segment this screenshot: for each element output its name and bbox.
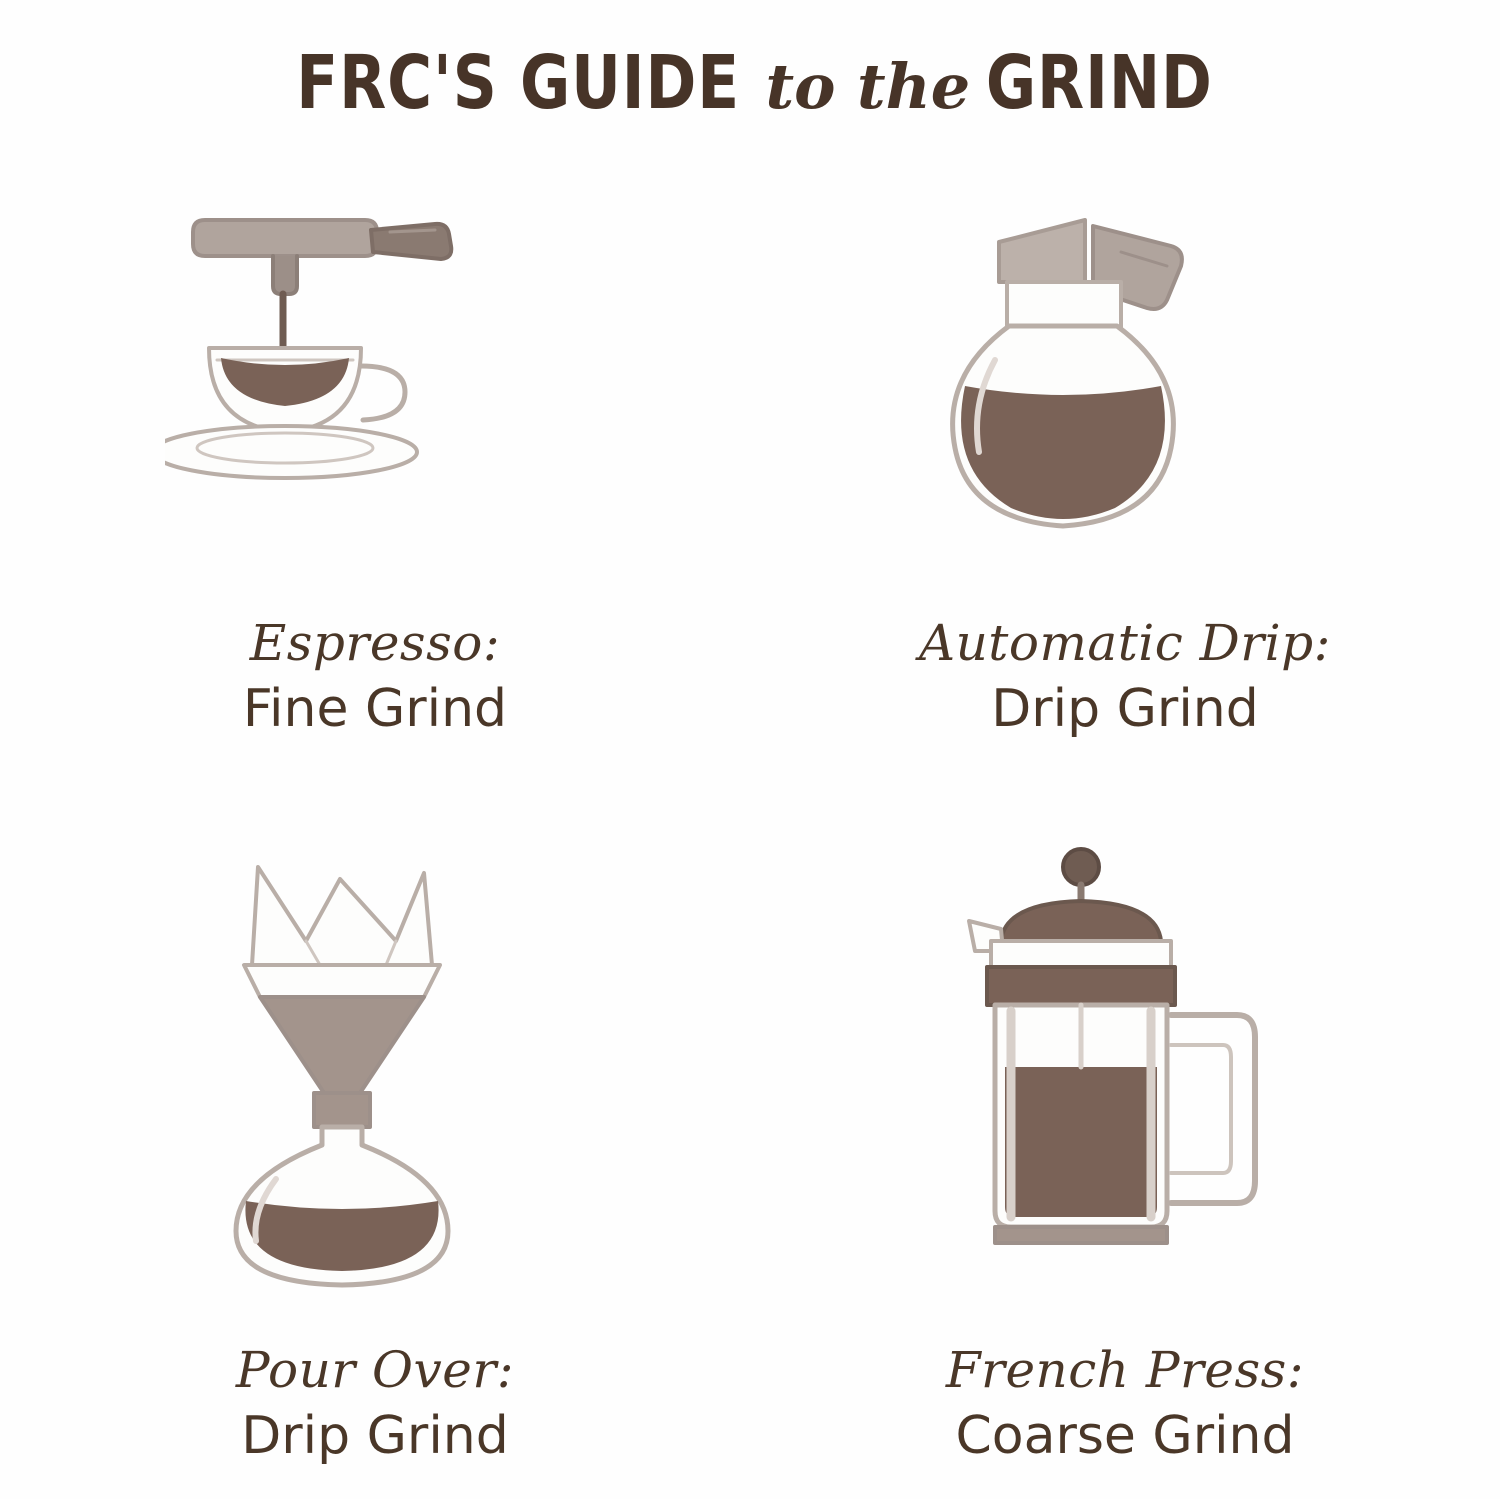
coffee-carafe-icon bbox=[935, 170, 1315, 590]
method-card-french-press bbox=[750, 825, 1500, 1490]
grind-label: Drip Grind bbox=[991, 679, 1259, 739]
method-label: Automatic Drip: bbox=[918, 614, 1332, 672]
method-card-espresso bbox=[0, 160, 750, 825]
caption-espresso bbox=[243, 614, 507, 740]
caption-automatic-drip bbox=[919, 614, 1331, 740]
grind-label: Drip Grind bbox=[241, 1406, 509, 1466]
caption-pour-over bbox=[236, 1341, 514, 1467]
title-text bbox=[277, 40, 1223, 126]
title-part-2: to the bbox=[765, 50, 971, 123]
grind-label: Fine Grind bbox=[242, 679, 508, 739]
title-part-1: FRC'S GUIDE bbox=[296, 40, 741, 126]
method-card-pour-over bbox=[0, 825, 750, 1490]
method-label: Pour Over: bbox=[235, 1341, 515, 1399]
page-title bbox=[0, 0, 1500, 126]
method-card-automatic-drip bbox=[750, 160, 1500, 825]
method-label: French Press: bbox=[945, 1341, 1305, 1399]
method-grid bbox=[0, 160, 1500, 1490]
french-press-icon bbox=[955, 835, 1295, 1305]
method-label: Espresso: bbox=[249, 614, 501, 672]
grind-label: Coarse Grind bbox=[955, 1406, 1295, 1466]
pour-over-chemex-icon bbox=[210, 835, 540, 1305]
espresso-machine-icon bbox=[165, 170, 585, 590]
caption-french-press bbox=[946, 1341, 1304, 1467]
title-part-3: GRIND bbox=[986, 40, 1213, 126]
